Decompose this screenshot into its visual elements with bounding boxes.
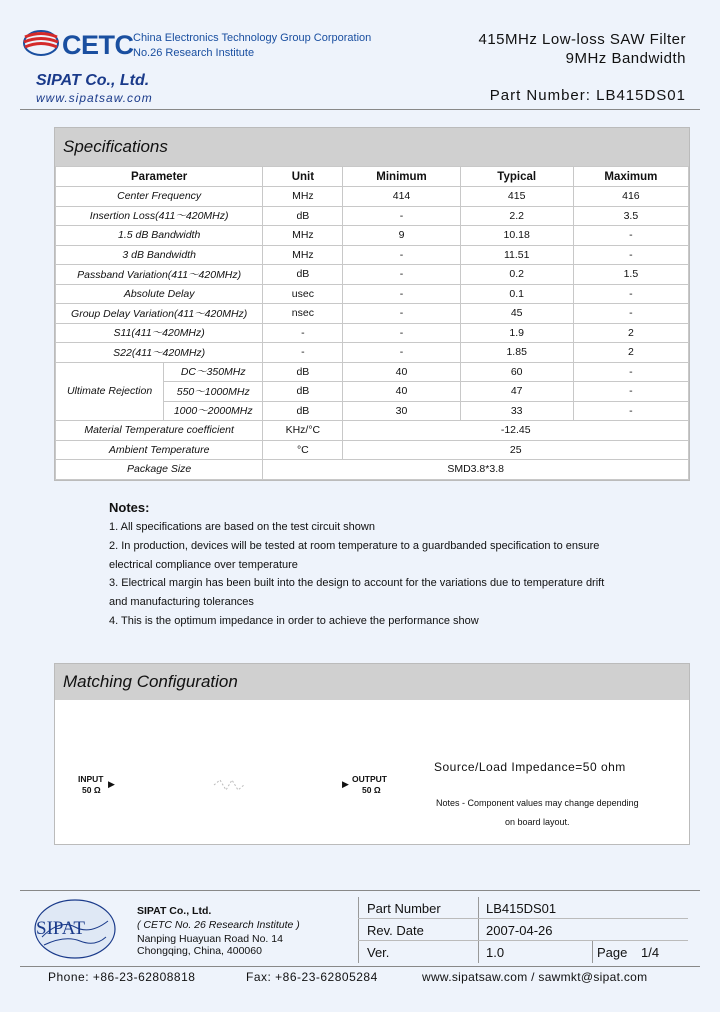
- note-line: electrical compliance over temperature: [109, 559, 298, 571]
- table-row: Material Temperature coefficient KHz/°C -12.45: [56, 421, 689, 441]
- column-header: Parameter: [56, 167, 263, 187]
- table-row: Package Size SMD3.8*3.8: [56, 460, 689, 480]
- footer-divider: [20, 890, 700, 891]
- footer-rev-date-value: 2007-04-26: [486, 923, 553, 938]
- column-header: Typical: [460, 167, 573, 187]
- table-row: Ambient Temperature °C 25: [56, 440, 689, 460]
- footer-part-number-label: Part Number: [367, 901, 441, 916]
- footer-divider-vertical: [358, 897, 359, 963]
- column-header: Unit: [263, 167, 343, 187]
- input-impedance: 50 Ω: [82, 785, 101, 795]
- column-header: Minimum: [343, 167, 460, 187]
- matching-note-line1: Notes - Component values may change depending: [436, 798, 639, 808]
- column-header: Maximum: [573, 167, 688, 187]
- table-row: Ultimate Rejection DC～350MHz dB 40 60 -: [56, 362, 689, 382]
- notes-title: Notes:: [109, 500, 150, 515]
- note-line: 3. Electrical margin has been built into the design to account for the variations due to temperature drift: [109, 577, 605, 589]
- footer-web-email[interactable]: www.sipatsaw.com / sawmkt@sipat.com: [422, 970, 648, 984]
- footer-address-line1: Nanping Huayuan Road No. 14: [137, 933, 283, 945]
- footer-ver-label: Ver.: [367, 945, 390, 960]
- footer-bottom-divider: [20, 966, 700, 967]
- footer-page-value: 1/4: [641, 945, 660, 960]
- footer-company: SIPAT Co., Ltd.: [137, 905, 212, 917]
- output-impedance: 50 Ω: [362, 785, 381, 795]
- cetc-logo-text: CETC: [62, 30, 134, 60]
- arrow-right-icon: ▶: [108, 779, 115, 789]
- company-name: SIPAT Co., Ltd.: [36, 72, 150, 89]
- table-row: 3 dB Bandwidth MHz - 11.51 -: [56, 245, 689, 265]
- table-row: 1000～2000MHz dB 30 33 -: [56, 401, 689, 421]
- table-row: Passband Variation(411～420MHz) dB - 0.2 1.5: [56, 265, 689, 285]
- product-bandwidth: 9MHz Bandwidth: [565, 50, 686, 67]
- note-line: 1. All specifications are based on the test circuit shown: [109, 521, 375, 533]
- matching-title: Matching Configuration: [55, 664, 689, 700]
- table-row: Group Delay Variation(411～420MHz) nsec - 45 -: [56, 304, 689, 324]
- output-label: OUTPUT: [352, 774, 387, 784]
- footer-fax: Fax: +86-23-62805284: [246, 970, 378, 984]
- specifications-title: Specifications: [55, 128, 689, 166]
- header-divider: [20, 109, 700, 110]
- footer-address-line2: Chongqing, China, 400060: [137, 945, 262, 957]
- table-row: Center Frequency MHz 414 415 416: [56, 187, 689, 207]
- table-row: S11(411～420MHz) - - 1.9 2: [56, 323, 689, 343]
- footer-divider-vertical: [478, 897, 479, 963]
- cetc-logo-icon: [22, 28, 60, 58]
- specifications-card: [54, 127, 690, 481]
- arrow-right-icon: ▶: [342, 779, 349, 789]
- table-row: S22(411～420MHz) - - 1.85 2: [56, 343, 689, 363]
- corporation-name: China Electronics Technology Group Corporation: [133, 32, 372, 44]
- matching-circuit-icon: [212, 776, 246, 794]
- footer-row-line: [358, 940, 688, 941]
- table-row: Absolute Delay usec - 0.1 -: [56, 284, 689, 304]
- table-row: 1.5 dB Bandwidth MHz 9 10.18 -: [56, 226, 689, 246]
- footer-ver-value: 1.0: [486, 945, 505, 960]
- footer-rev-date-label: Rev. Date: [367, 923, 424, 938]
- product-title: 415MHz Low-loss SAW Filter: [478, 31, 686, 48]
- table-header-row: [56, 167, 689, 187]
- note-line: and manufacturing tolerances: [109, 596, 254, 608]
- matching-note-line2: on board layout.: [505, 817, 570, 827]
- matching-card: [54, 663, 690, 845]
- footer-row-line: [358, 918, 688, 919]
- rejection-label: Ultimate Rejection: [56, 362, 164, 421]
- footer-logo-text: SIPAT: [36, 918, 85, 939]
- note-line: 4. This is the optimum impedance in order to achieve the performance show: [109, 615, 479, 627]
- specifications-table: [55, 166, 689, 480]
- table-row: Insertion Loss(411～420MHz) dB - 2.2 3.5: [56, 206, 689, 226]
- institute-name: No.26 Research Institute: [133, 47, 255, 59]
- website-link[interactable]: www.sipatsaw.com: [36, 91, 153, 105]
- footer-institute: ( CETC No. 26 Research Institute ): [137, 919, 300, 931]
- footer-divider-vertical: [592, 941, 593, 963]
- impedance-text: Source/Load Impedance=50 ohm: [434, 760, 626, 774]
- input-label: INPUT: [78, 774, 104, 784]
- note-line: 2. In production, devices will be tested at room temperature to a guardbanded specification to ensure: [109, 540, 600, 552]
- header-part-number: Part Number: LB415DS01: [489, 87, 686, 104]
- table-row: 550～1000MHz dB 40 47 -: [56, 382, 689, 402]
- footer-part-number-value: LB415DS01: [486, 901, 557, 916]
- footer-phone: Phone: +86-23-62808818: [48, 970, 196, 984]
- footer-page-label: Page: [597, 945, 628, 960]
